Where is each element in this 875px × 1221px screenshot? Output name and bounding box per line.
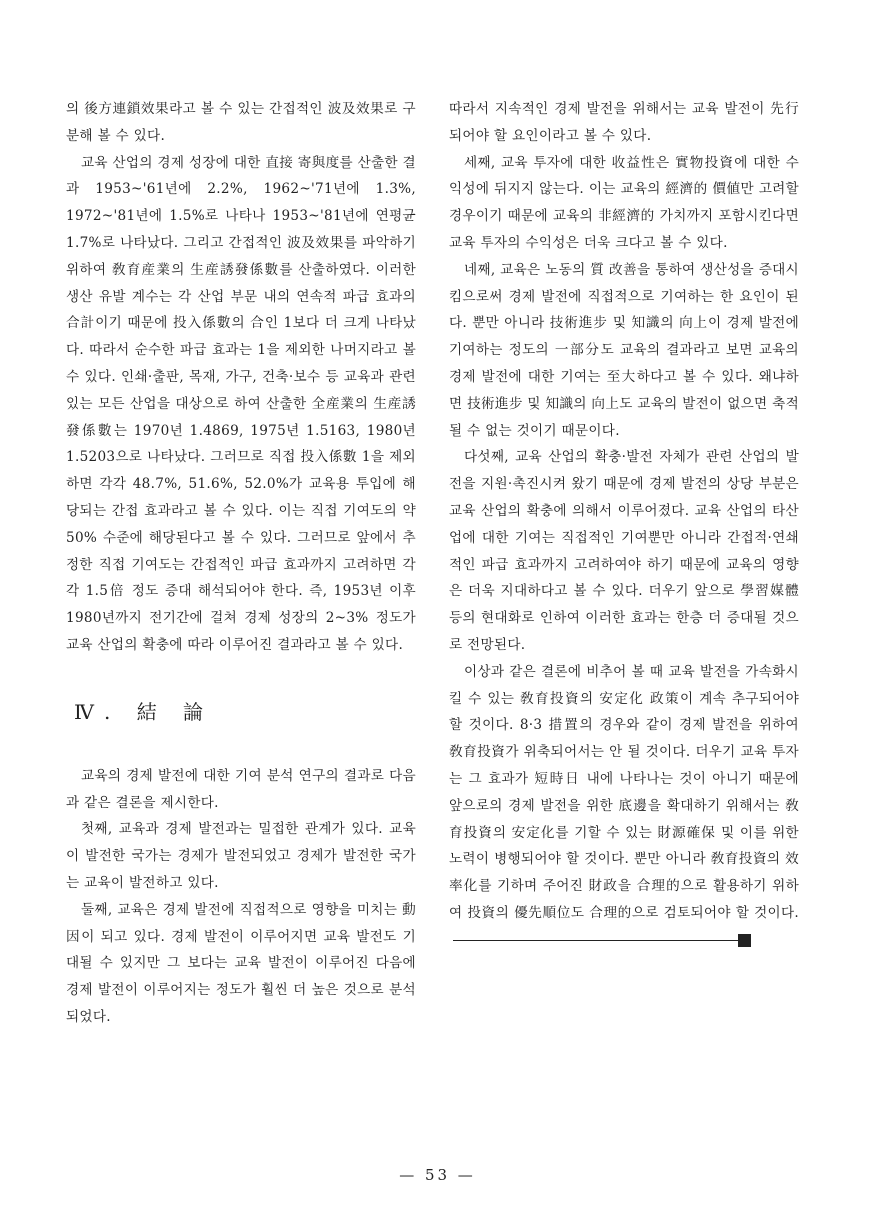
- paragraph: 둘째, 교육은 경제 발전에 직접적으로 영향을 미치는 動因이 되고 있다. 경제 발전이 이루어지면 교육 발전도 기대될 수 있지만 그 보다는 교육 발전이 이루어진 다음에 경제 발전이 이루어지는 정도가 훨씬 더 높은 것으로 분석되었다.: [66, 901, 416, 1025]
- paragraph-text: 이상과 같은 결론에 비추어 볼 때 교육 발전을 가속화시킬 수 있는 敎育投資의 安定化 政策이 계속 추구되어야 할 것이다. 8·3 措置의 경우와 같이 경제 발전을 위하여 敎育投資가 위축되어서는 안 될 것이다. 더우기 교육 투자는 그 효과가 短時日 내에 나타나는 것이 아니기 때문에 앞으로의 경제 발전을 위한 底邊을 확대하기 위해서는 敎育投資의 安定化를 기할 수 있는 財源確保 및 이를 위한 노력이 병행되어야 할 것이다. 뿐만 아니라 敎育投資의 效率化를 기하며 주어진 財政을 合理的으로 활용하기 위하여 投資의 優先順位도 合理的으로 검토되어야 할 것이다.: [449, 663, 799, 921]
- paragraph: 의 後方連鎖效果라고 볼 수 있는 간접적인 波及效果로 구분해 볼 수 있다.: [66, 101, 416, 144]
- end-rule: [453, 940, 738, 941]
- paragraph: 첫째, 교육과 경제 발전과는 밀접한 관계가 있다. 교육이 발전한 국가는 경제가 발전되었고 경제가 발전한 국가는 교육이 발전하고 있다.: [66, 821, 416, 891]
- section-heading: Ⅳ. 結 論: [74, 699, 214, 724]
- paragraph-final: [449, 659, 799, 954]
- paragraph: 네째, 교육은 노동의 質 改善을 통하여 생산성을 증대시킴으로써 경제 발전에 직접적으로 기여하는 한 요인이 된다. 뿐만 아니라 技術進步 및 知識의 向上이 경제 발전에 기여하는 정도의 一部分도 교육의 결과라고 보면 교육의 경제 발전에 대한 기여는 至大하다고 볼 수 있다. 왜냐하면 技術進步 및 知識의 向上도 교육의 발전이 없으면 축적될 수 없는 것이기 때문이다.: [449, 261, 799, 439]
- paragraph: 교육 산업의 경제 성장에 대한 直接 寄與度를 산출한 결과 1953~'61년에 2.2%, 1962~'71년에 1.3%, 1972~'81년에 1.5%로 나타나 1953~'81년에 연평균 1.7%로 나타났다. 그리고 간접적인 波及效果를 파악하기 위하여 敎育産業의 生産誘發係數를 산출하였다. 이러한 생산 유발 계수는 각 산업 부문 내의 연속적 파급 효과의 合計이기 때문에 投入係數의 合인 1보다 더 크게 나타났다. 따라서 순수한 파급 효과는 1을 제외한 나머지라고 볼 수 있다. 인쇄·출판, 목재, 가구, 건축·보수 등 교육과 관련있는 모든 산업을 대상으로 하여 산출한 全産業의 生産誘發係數는 1970년 1.4869, 1975년 1.5163, 1980년 1.5203으로 나타났다. 그러므로 직접 投入係數 1을 제외하면 각각 48.7%, 51.6%, 52.0%가 교육용 투입에 해당되는 간접 효과라고 볼 수 있다. 이는 직접 기여도의 약 50% 수준에 해당된다고 볼 수 있다. 그러므로 앞에서 추정한 직접 기여도는 간접적인 파급 효과까지 고려하면 각각 1.5倍 정도 증대 해석되어야 한다. 즉, 1953년 이후 1980년까지 전기간에 걸쳐 경제 성장의 2~3% 정도가 교육 산업의 확충에 따라 이루어진 결과라고 볼 수 있다.: [66, 154, 416, 653]
- left-column: [66, 96, 416, 1031]
- paragraph: 다섯째, 교육 산업의 확충·발전 자체가 관련 산업의 발전을 지원·촉진시켜 왔기 때문에 경제 발전의 상당 부분은 교육 산업의 확충에 의해서 이루어졌다. 교육 산업의 타산업에 대한 기여는 직접적인 기여뿐만 아니라 간접적·연쇄적인 파급 효과까지 고려하여야 하기 때문에 교육의 영향은 더욱 지대하다고 볼 수 있다. 더우기 앞으로 學習媒體 등의 현대화로 인하여 이러한 효과는 한층 더 증대될 것으로 전망된다.: [449, 449, 799, 653]
- end-mark-icon: ✕: [738, 934, 751, 947]
- paragraph: 세째, 교육 투자에 대한 收益性은 實物投資에 대한 수익성에 뒤지지 않는다. 이는 교육의 經濟的 價値만 고려할 경우이기 때문에 교육의 非經濟的 가치까지 포함시킨다면 교육 투자의 수익성은 더욱 크다고 볼 수 있다.: [449, 154, 799, 251]
- right-column: [449, 96, 799, 954]
- paragraph: 따라서 지속적인 경제 발전을 위해서는 교육 발전이 先行되어야 할 요인이라고 볼 수 있다.: [449, 101, 799, 144]
- paragraph: 교육의 경제 발전에 대한 기여 분석 연구의 결과로 다음과 같은 결론을 제시한다.: [66, 767, 416, 811]
- page-number: — 53 —: [399, 1166, 476, 1184]
